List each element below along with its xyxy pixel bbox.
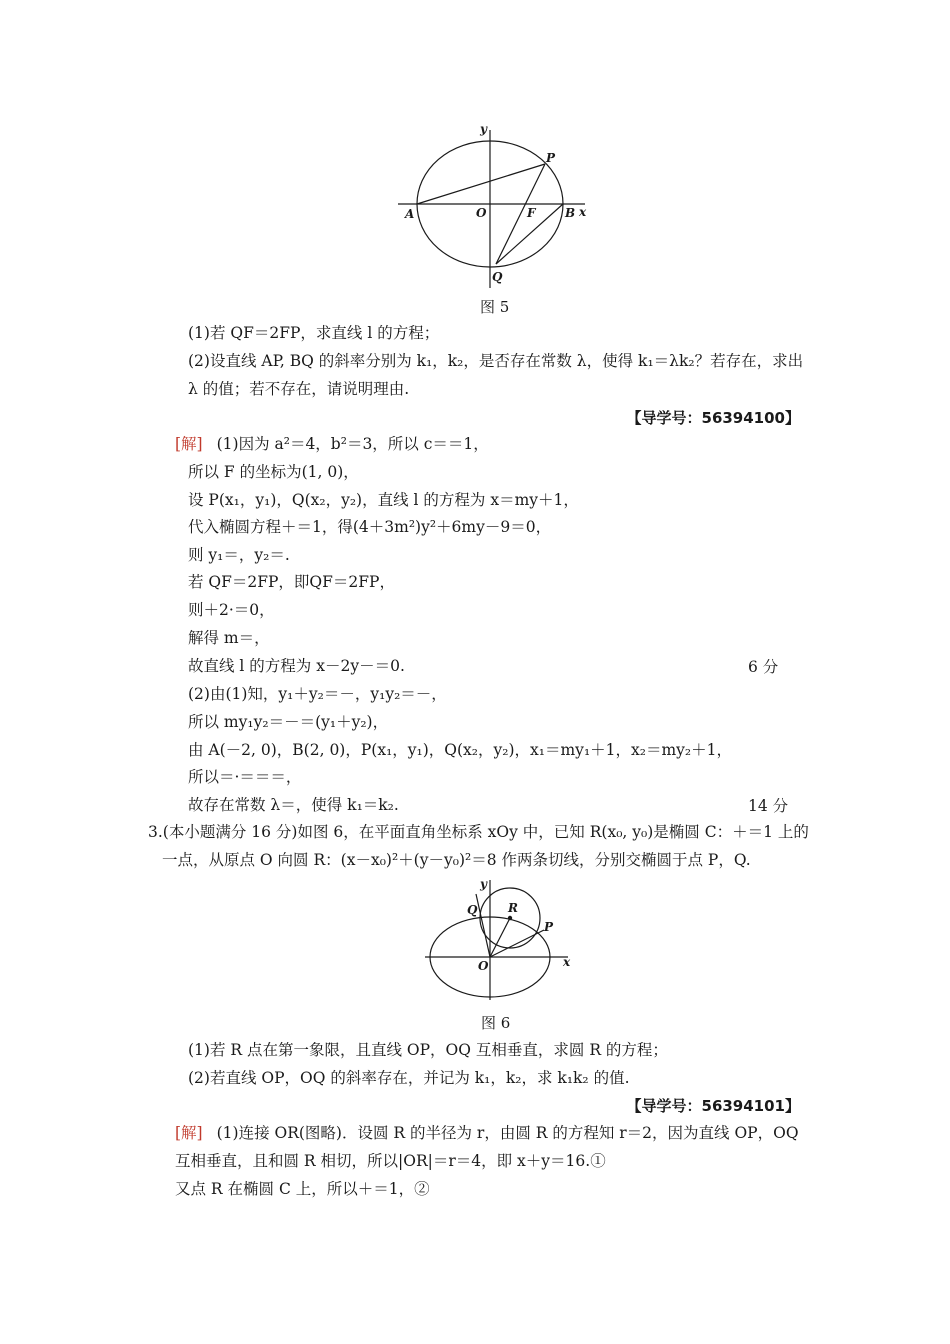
p3-solution-tag: [解] — [175, 1124, 203, 1142]
fig5-label-x: x — [579, 205, 587, 219]
fig6-label-O: O — [478, 959, 489, 973]
fig5-label-y: y — [480, 122, 487, 136]
p2-solution-line-2: 所以 F 的坐标为(1, 0)， — [188, 463, 359, 481]
fig5-label-B: B — [565, 206, 576, 220]
fig6-label-y: y — [480, 877, 487, 891]
fig6-tangent-OP — [490, 930, 544, 957]
fig6-segment-OR — [490, 918, 510, 957]
p2-solution-tag: [解] — [175, 435, 203, 453]
p2-question-2a: (2)设直线 AP, BQ 的斜率分别为 k₁，k₂，是否存在常数 λ，使得 k₁＝λk₂？若存在，求出 — [188, 352, 804, 370]
p2-score-1: 6 分 — [748, 658, 779, 676]
p3-solution-line-1 — [175, 1122, 799, 1144]
fig5-label-F: F — [527, 206, 536, 220]
p2-solution-line-5: 则 y₁＝，y₂＝. — [188, 546, 290, 564]
p3-statement-2: 一点，从原点 O 向圆 R：(x－x₀)²＋(y－y₀)²＝8 作两条切线，分别交椭圆于点 P，Q. — [162, 851, 751, 869]
p2-solution-text-1: (1)因为 a²＝4，b²＝3，所以 c＝＝1， — [216, 435, 489, 453]
figure-5-caption: 图 5 — [480, 298, 510, 316]
p3-question-1: (1)若 R 点在第一象限，且直线 OP，OQ 互相垂直，求圆 R 的方程； — [188, 1041, 668, 1059]
p3-solution-text-1: (1)连接 OR(图略)．设圆 R 的半径为 r，由圆 R 的方程知 r＝2，因为直线 OP，OQ — [216, 1124, 799, 1142]
p3-solution-line-3: 又点 R 在椭圆 C 上，所以＋＝1，② — [175, 1180, 430, 1198]
p2-solution-line-10: (2)由(1)知，y₁＋y₂＝－，y₁y₂＝－， — [188, 685, 447, 703]
p2-solution-line-12: 由 A(－2, 0)，B(2, 0)，P(x₁，y₁)，Q(x₂，y₂)，x₁＝my₁＋1，x₂＝my₂＋1， — [188, 741, 732, 759]
fig5-label-P: P — [546, 151, 556, 165]
p2-solution-line-8: 解得 m＝， — [188, 629, 270, 647]
fig6-center-R — [508, 916, 512, 920]
p3-question-2: (2)若直线 OP，OQ 的斜率存在，并记为 k₁，k₂，求 k₁k₂ 的值. — [188, 1069, 630, 1087]
fig5-label-A: A — [405, 207, 415, 221]
fig6-label-Q: Q — [467, 903, 478, 917]
p3-solution-line-2: 互相垂直，且和圆 R 相切，所以|OR|＝r＝4，即 x＋y＝16.① — [175, 1152, 606, 1170]
p3-statement-1: 3.(本小题满分 16 分)如图 6，在平面直角坐标系 xOy 中，已知 R(x₀, y₀)是椭圆 C：＋＝1 上的 — [148, 823, 809, 841]
p2-solution-line-4: 代入椭圆方程＋＝1，得(4＋3m²)y²＋6my－9＝0， — [188, 518, 552, 536]
fig5-label-Q: Q — [492, 270, 503, 284]
fig6-label-P: P — [544, 920, 554, 934]
fig6-tangent-OQ — [476, 894, 490, 957]
p2-solution-line-6: 若 QF＝2FP，即QF＝2FP， — [188, 573, 395, 591]
fig6-label-x: x — [563, 955, 571, 969]
p2-solution-line-11: 所以 my₁y₂＝－＝(y₁＋y₂)， — [188, 713, 389, 731]
p2-solution-line-3: 设 P(x₁，y₁)，Q(x₂，y₂)，直线 l 的方程为 x＝my＋1， — [188, 491, 579, 509]
p2-ref-number: 【导学号：56394100】 — [626, 409, 800, 427]
p2-solution-line-13: 所以＝·＝＝＝， — [188, 768, 302, 786]
p2-question-2b: λ 的值；若不存在，请说明理由. — [188, 380, 410, 398]
p2-solution-line-14: 故存在常数 λ＝，使得 k₁＝k₂. — [188, 796, 399, 814]
figure-6-caption: 图 6 — [481, 1014, 511, 1032]
p3-ref-number: 【导学号：56394101】 — [626, 1097, 800, 1115]
fig6-label-R: R — [508, 901, 518, 915]
p2-solution-line-7: 则＋2·＝0， — [188, 601, 275, 619]
p2-question-1: (1)若 QF＝2FP，求直线 l 的方程； — [188, 324, 440, 342]
p2-score-2: 14 分 — [748, 797, 789, 815]
fig5-label-O: O — [476, 206, 487, 220]
p2-solution-line-9: 故直线 l 的方程为 x－2y－＝0. — [188, 657, 405, 675]
